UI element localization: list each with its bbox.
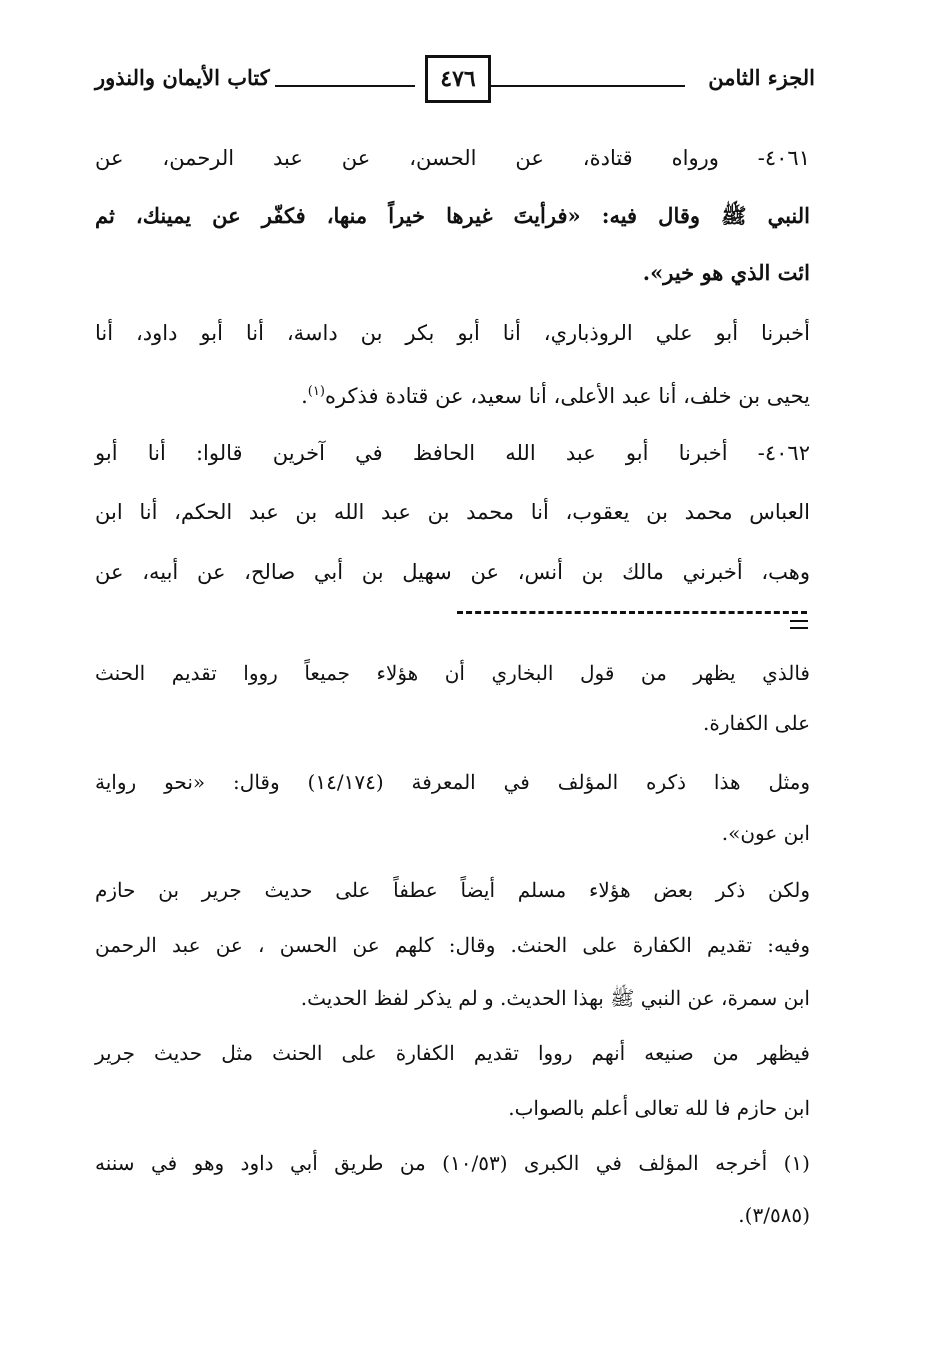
note-line: فالذي يظهر من قول البخاري أن هؤلاء جميعاً رووا تقديم الحنث <box>95 661 810 685</box>
page-number: ٤٧٦ <box>425 55 491 103</box>
note-line: ابن حازم فا لله تعالى أعلم بالصواب. <box>508 1096 810 1120</box>
header-part-title: الجزء الثامن <box>708 65 815 90</box>
note-line: ابن عون». <box>721 821 810 845</box>
main-text-line: النبي ﷺ وقال فيه: «فرأيتَ غيرها خيراً منها، فكفّر عن يمينك، ثم <box>95 203 810 228</box>
note-line: ابن سمرة، عن النبي ﷺ بهذا الحديث. و لم يذكر لفظ الحديث. <box>300 986 810 1010</box>
footnote-line: (٣/٥٨٥). <box>738 1203 810 1227</box>
main-text-line: وهب، أخبرني مالك بن أنس، عن سهيل بن أبي صالح، عن أبيه، عن <box>95 560 810 584</box>
main-text-span: يحيى بن خلف، أنا عبد الأعلى، أنا سعيد، عن قتادة فذكره <box>324 384 810 408</box>
main-text-line: ٤٠٦١- ورواه قتادة، عن الحسن، عن عبد الرحمن، عن <box>95 146 810 170</box>
note-line: ولكن ذكر بعض هؤلاء مسلم أيضاً عطفاً على حديث جرير بن حازم <box>95 878 811 902</box>
main-text-line: ٤٠٦٢- أخبرنا أبو عبد الله الحافظ في آخرين قالوا: أنا أبو <box>95 441 810 465</box>
footnote-marker: (١) <box>307 384 325 399</box>
main-text-line: يحيى بن خلف، أنا عبد الأعلى، أنا سعيد، عن قتادة فذكره$^{(١)}$. <box>301 384 810 408</box>
header-rule-right <box>490 85 685 87</box>
footnote-line: (١) أخرجه المؤلف في الكبرى (١٠/٥٣) من طريق أبي داود وهو في سننه <box>95 1151 810 1175</box>
main-text-line: العباس محمد بن يعقوب، أنا محمد بن عبد الله بن عبد الحكم، أنا ابن <box>95 500 810 524</box>
header-rule-left <box>275 85 415 87</box>
main-text-line: ائت الذي هو خير». <box>642 260 810 285</box>
note-line: فيظهر من صنيعه أنهم رووا تقديم الكفارة على الحنث مثل حديث جرير <box>95 1041 810 1065</box>
header-book-title: كتاب الأيمان والنذور <box>95 65 270 90</box>
note-line: ومثل هذا ذكره المؤلف في المعرفة (١٤/١٧٤) وقال: «نحو رواية <box>95 770 810 794</box>
footnote-separator <box>457 611 807 614</box>
continuation-mark <box>790 620 808 634</box>
main-text-line: أخبرنا أبو علي الروذباري، أنا أبو بكر بن داسة، أنا أبو داود، أنا <box>95 321 810 345</box>
note-line: وفيه: تقديم الكفارة على الحنث. وقال: كلهم عن الحسن ، عن عبد الرحمن <box>95 933 810 957</box>
running-header <box>95 55 815 103</box>
note-line: على الكفارة. <box>703 711 810 735</box>
